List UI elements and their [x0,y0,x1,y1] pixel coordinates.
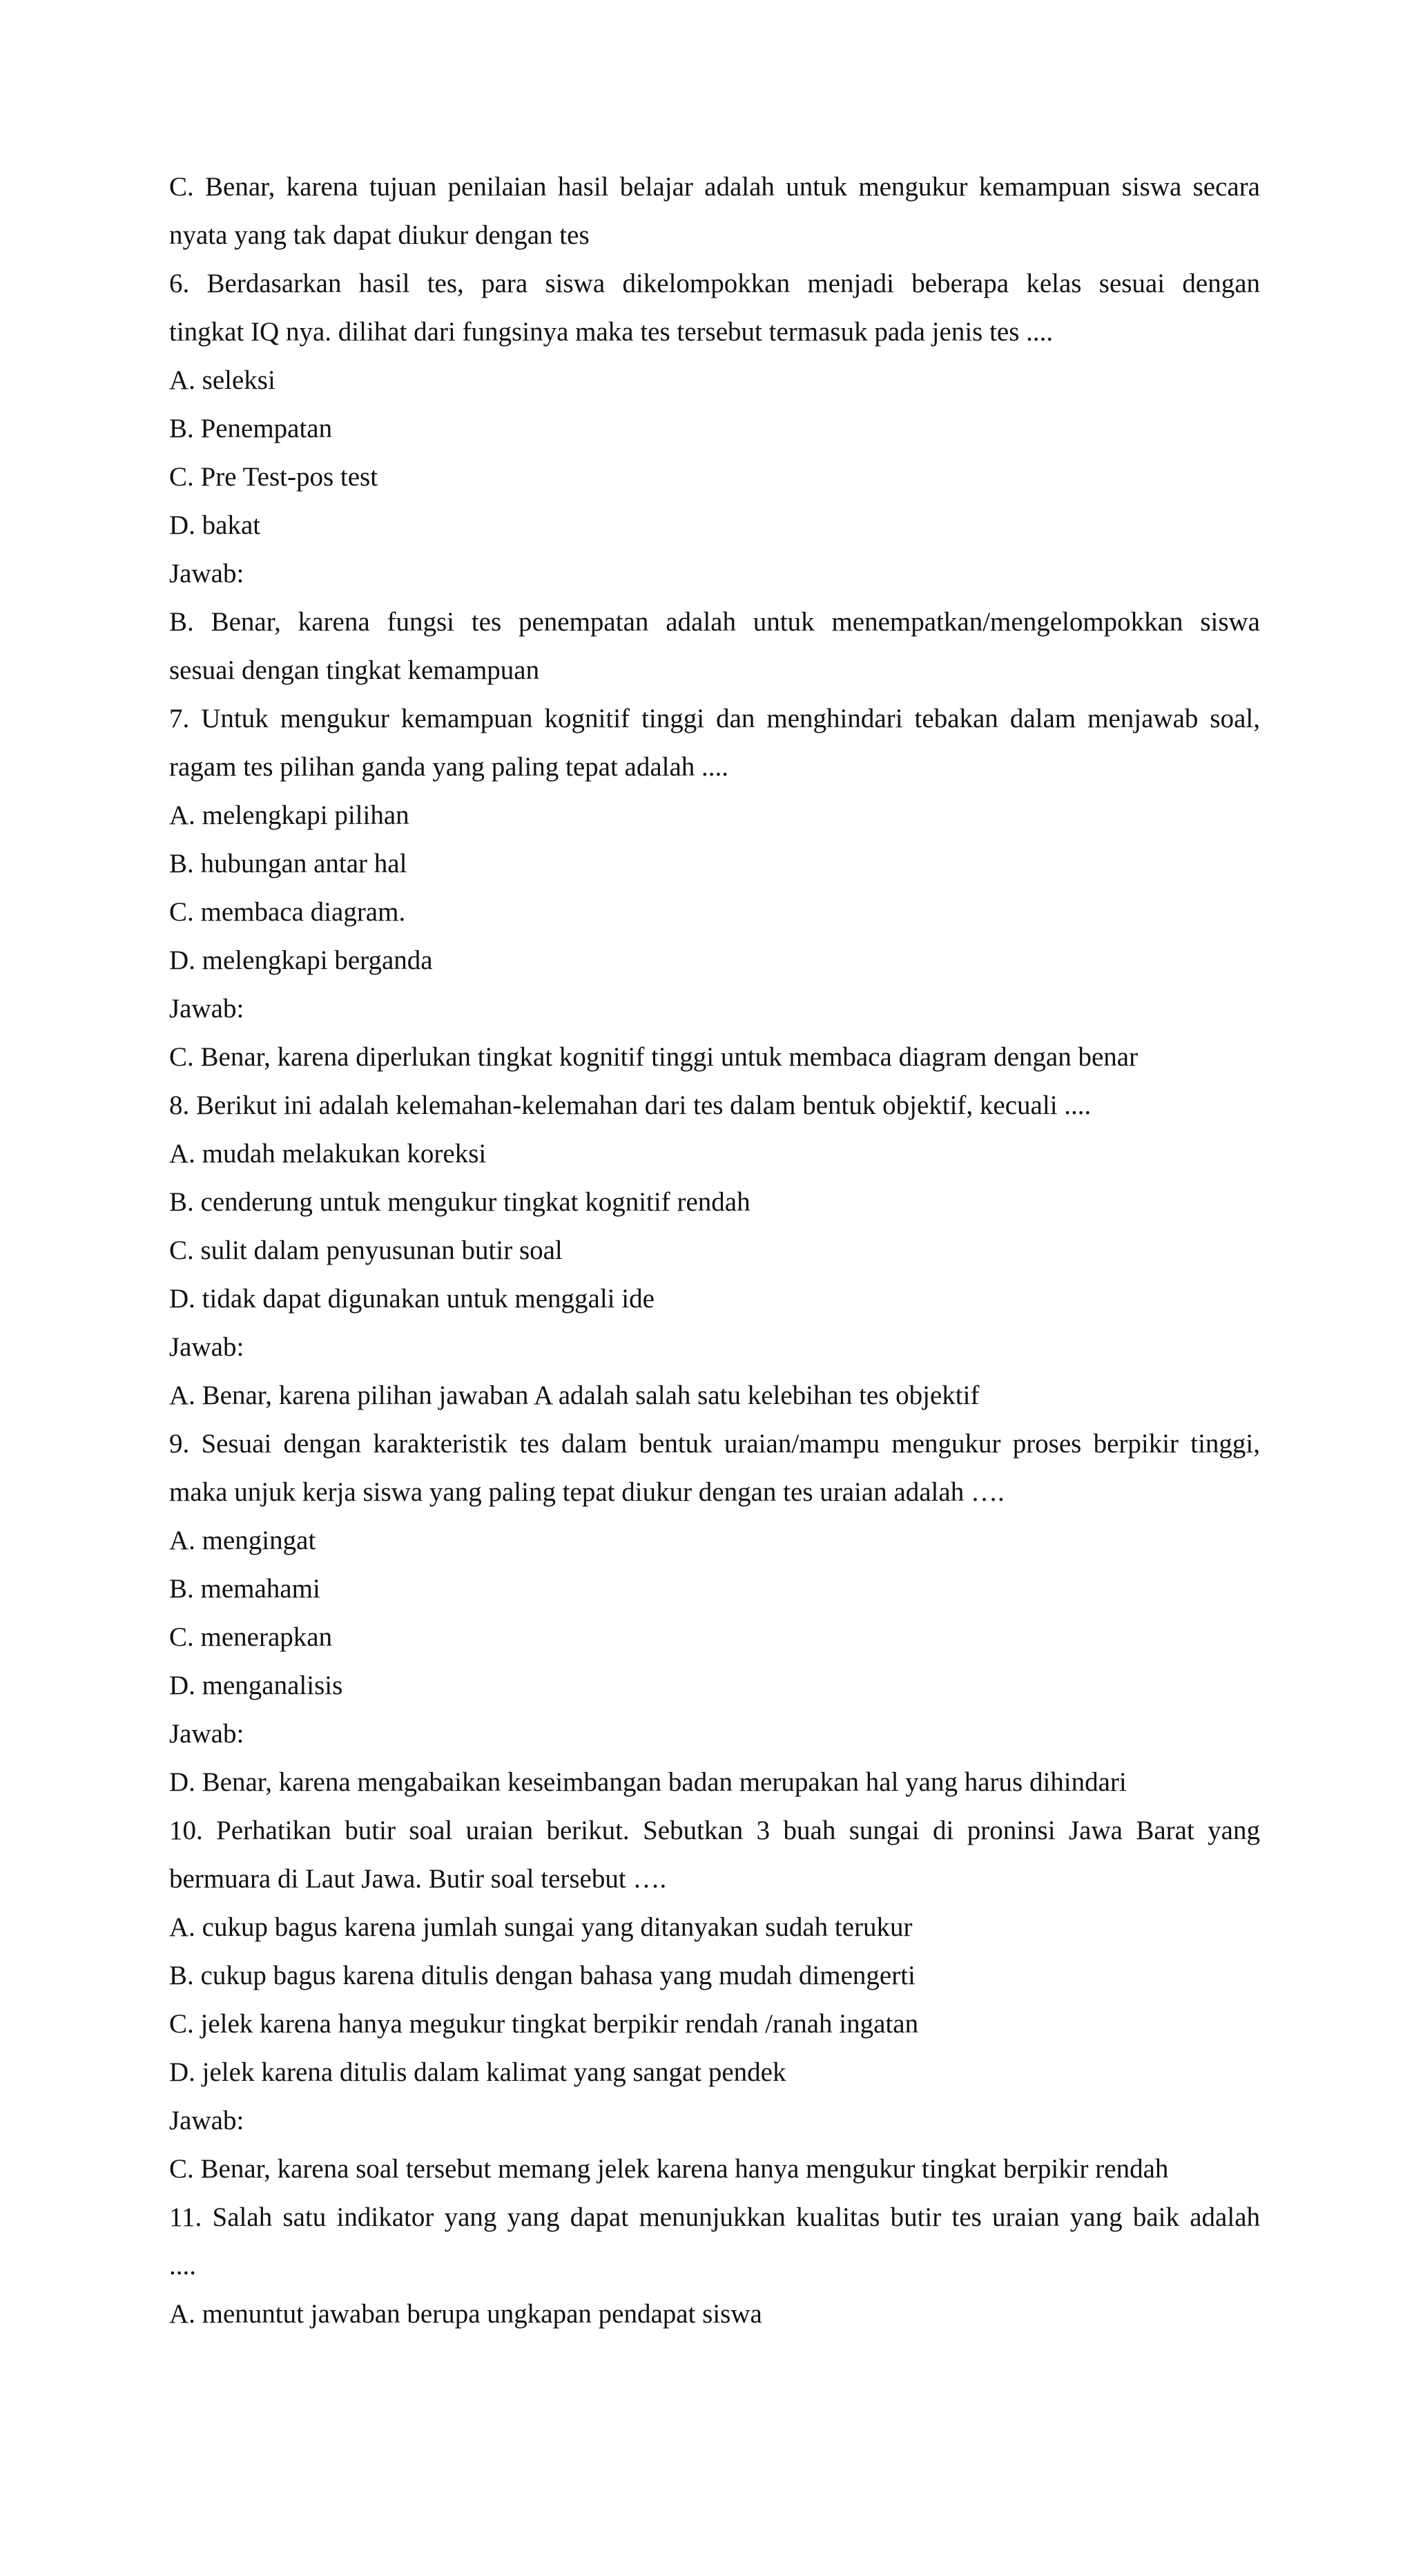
text-line: C. membaca diagram. [169,897,406,927]
text-line: A. mudah melakukan koreksi [169,1139,487,1169]
text-line: maka unjuk kerja siswa yang paling tepat diukur dengan tes uraian adalah …. [169,1477,1005,1507]
text-line: A. Benar, karena pilihan jawaban A adalah salah satu kelebihan tes objektif [169,1381,980,1410]
text-line: .... [169,2251,196,2280]
text-line: A. menuntut jawaban berupa ungkapan pendapat siswa [169,2299,762,2329]
text-line: 11. Salah satu indikator yang yang dapat menunjukkan kualitas butir tes uraian yang baik adalah [169,2202,1260,2232]
text-line: Jawab: [169,1332,244,1362]
text-line: C. Benar, karena tujuan penilaian hasil belajar adalah untuk mengukur kemampuan siswa secara [169,172,1260,202]
text-line: B. cenderung untuk mengukur tingkat kognitif rendah [169,1187,750,1217]
text-line: Jawab: [169,994,244,1023]
text-line: B. Benar, karena fungsi tes penempatan adalah untuk menempatkan/mengelompokkan siswa [169,607,1260,637]
text-line: D. tidak dapat digunakan untuk menggali ide [169,1284,655,1314]
text-line: B. Penempatan [169,414,333,443]
text-line: D. bakat [169,510,261,540]
text-line: 7. Untuk mengukur kemampuan kognitif tinggi dan menghindari tebakan dalam menjawab soal, [169,704,1260,733]
text-line: 9. Sesuai dengan karakteristik tes dalam bentuk uraian/mampu mengukur proses berpikir tinggi, [169,1429,1260,1459]
text-line: 10. Perhatikan butir soal uraian berikut. Sebutkan 3 buah sungai di proninsi Jawa Barat yang [169,1816,1260,1845]
text-line: C. sulit dalam penyusunan butir soal [169,1236,563,1265]
text-line: D. menganalisis [169,1671,343,1700]
text-line: D. Benar, karena mengabaikan keseimbangan badan merupakan hal yang harus dihindari [169,1767,1127,1797]
text-line: C. Benar, karena soal tersebut memang jelek karena hanya mengukur tingkat berpikir rendah [169,2154,1169,2184]
text-line: sesuai dengan tingkat kemampuan [169,655,540,685]
text-line: C. Benar, karena diperlukan tingkat kognitif tinggi untuk membaca diagram dengan benar [169,1042,1139,1072]
text-line: A. mengingat [169,1526,316,1555]
text-line: B. memahami [169,1574,320,1604]
text-line: tingkat IQ nya. dilihat dari fungsinya maka tes tersebut termasuk pada jenis tes .... [169,317,1054,347]
text-line: Jawab: [169,559,244,588]
document-body [169,163,1260,2338]
text-line: 8. Berikut ini adalah kelemahan-kelemahan dari tes dalam bentuk objektif, kecuali .... [169,1090,1092,1120]
text-line: B. cukup bagus karena ditulis dengan bahasa yang mudah dimengerti [169,1961,916,1990]
text-line: Jawab: [169,1719,244,1749]
text-line: C. jelek karena hanya megukur tingkat berpikir rendah /ranah ingatan [169,2009,919,2039]
text-line: nyata yang tak dapat diukur dengan tes [169,220,590,250]
text-line: C. Pre Test-pos test [169,462,378,492]
text-line: A. seleksi [169,365,275,395]
text-line: 6. Berdasarkan hasil tes, para siswa dikelompokkan menjadi beberapa kelas sesuai dengan [169,269,1260,298]
text-line: D. jelek karena ditulis dalam kalimat yang sangat pendek [169,2057,786,2087]
text-line: C. menerapkan [169,1622,333,1652]
text-line: ragam tes pilihan ganda yang paling tepat adalah .... [169,752,729,782]
text-line: Jawab: [169,2106,244,2135]
text-line: A. melengkapi pilihan [169,800,409,830]
text-line: A. cukup bagus karena jumlah sungai yang ditanyakan sudah terukur [169,1912,913,1942]
text-line: B. hubungan antar hal [169,849,407,878]
text-line: bermuara di Laut Jawa. Butir soal tersebut …. [169,1864,667,1894]
text-line: D. melengkapi berganda [169,945,433,975]
